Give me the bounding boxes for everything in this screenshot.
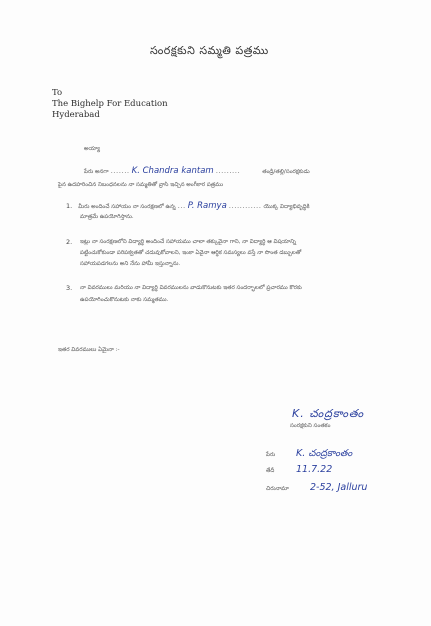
intro-prefix: పేరు అనగా [84, 169, 109, 175]
address-city: Hyderabad [52, 110, 100, 120]
intro-line: పేరు అనగా ....... K. Chandra kantam ......... తండ్రి/తల్లి/సంరక్షకుడు [84, 166, 310, 176]
point-3-line-2: ఉపయోగించుకొనుటకు నాకు సమ్మతము. [80, 297, 169, 303]
detail-address-row [266, 482, 367, 493]
detail-name-label: పేరు [266, 452, 276, 458]
detail-address-value: 2-52, Jalluru [310, 482, 368, 493]
point-3-number: 3. [66, 284, 73, 292]
detail-address-label: చిరునామా [266, 486, 289, 492]
page-title: సంరక్షకుని సమ్మతి పత్రము [150, 44, 269, 57]
point-1-number: 1. [66, 202, 73, 210]
point-1-line-2: మాత్రమే ఉపయోగిస్తాను. [80, 214, 134, 220]
address-to: To [52, 88, 63, 98]
point-2-line-2: పట్టించుకోకుండా పరిపక్వతతో చదువుకోవాలని, ఇంకా ఏవైనా ఆర్థిక సమస్యలు వస్తే నా సొంత డబ్బులతో [80, 250, 302, 256]
guardian-signature: K. చంద్రకాంతం [292, 407, 365, 420]
point-1: 1. మీరు అందించే సహాయం నా సంరక్షణలో ఉన్న ... P. Ramya ............ యొక్క విద్యాభివృద్ధికి [66, 201, 310, 211]
address-org: The Bighelp For Education [52, 99, 168, 109]
other-details-label: ఇతర వివరములు ఏమైనా :- [58, 347, 120, 353]
detail-name-row [266, 448, 352, 461]
point-3-line-1: నా వివరములు మరియు నా విద్యార్థి వివరములను వాడుకొనుటకు ఇతర సందర్భాలలో ప్రచారము కొరకు [80, 285, 302, 291]
intro-suffix: తండ్రి/తల్లి/సంరక్షకుడు [262, 169, 310, 175]
point-1-text: మీరు అందించే సహాయం నా సంరక్షణలో ఉన్న [78, 204, 176, 210]
student-name-handwritten: P. Ramya [187, 201, 227, 211]
point-2-number: 2. [66, 238, 73, 246]
detail-date-value: 11.7.22 [296, 464, 333, 475]
detail-name-value: K. చంద్రకాంతం [296, 448, 353, 459]
point-1-text-end: యొక్క విద్యాభివృద్ధికి [263, 204, 310, 210]
point-2-line-1: ఇట్లు నా సంరక్షణలోని విద్యార్థి అందించే సహాయము చాలా తక్కువైనా గాని, నా విద్యార్థి ఆ విషయాన్ని [80, 239, 297, 245]
signature-label: సంరక్షకుని సంతకం [290, 423, 331, 429]
point-2-line-3: సహాయపడగలను అని నేను హామీ ఇస్తున్నాను. [80, 261, 181, 267]
detail-date-label: తేదీ [266, 468, 275, 474]
intro-line-2: పైన ఉదహరించిన నిబంధనలను నా సమ్మతితో వ్రాసి ఇచ్చిన అంగీకార పత్రము [58, 182, 223, 188]
detail-date-row [266, 464, 332, 475]
guardian-name-handwritten: K. Chandra kantam [131, 166, 214, 176]
salutation: అయ్యా [84, 146, 101, 152]
